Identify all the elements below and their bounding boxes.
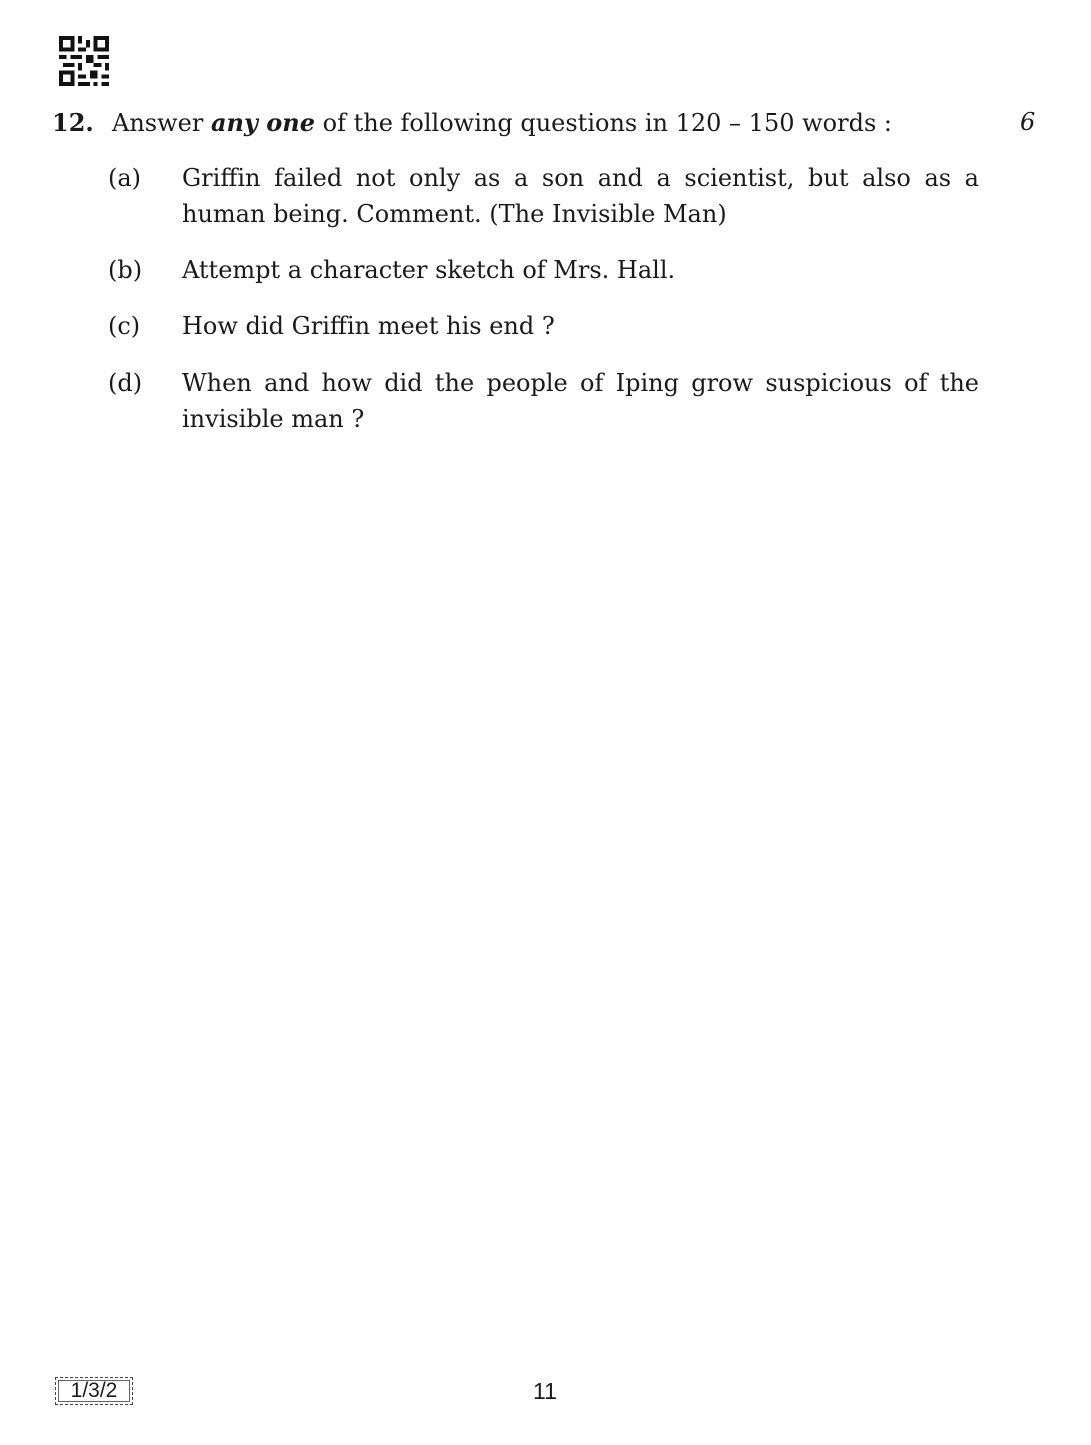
question-number: 12. — [52, 108, 94, 137]
option-label: (d) — [108, 369, 143, 397]
option-label: (c) — [108, 312, 141, 340]
option-text: Griffin failed not only as a son and a scientist, but also as a human being. Comment. (The Invisible Man) — [182, 164, 979, 228]
option-label: (b) — [108, 256, 143, 284]
option-text: How did Griffin meet his end ? — [182, 312, 555, 340]
qr-code-icon — [58, 36, 110, 86]
paper-code-box — [55, 1377, 133, 1405]
paper-code: 1/3/2 — [70, 1379, 118, 1402]
instruction-emphasis: any one — [210, 108, 315, 137]
question-instruction — [112, 108, 892, 137]
page-number: 11 — [533, 1378, 557, 1404]
option-text: Attempt a character sketch of Mrs. Hall. — [182, 256, 676, 284]
option-text: When and how did the people of Iping grow suspicious of the invisible man ? — [182, 369, 979, 433]
question-marks: 6 — [1020, 108, 1036, 136]
instruction-suffix: of the following questions in 120 – 150 words : — [322, 109, 892, 137]
option-label: (a) — [108, 164, 142, 192]
instruction-prefix: Answer — [112, 109, 204, 137]
